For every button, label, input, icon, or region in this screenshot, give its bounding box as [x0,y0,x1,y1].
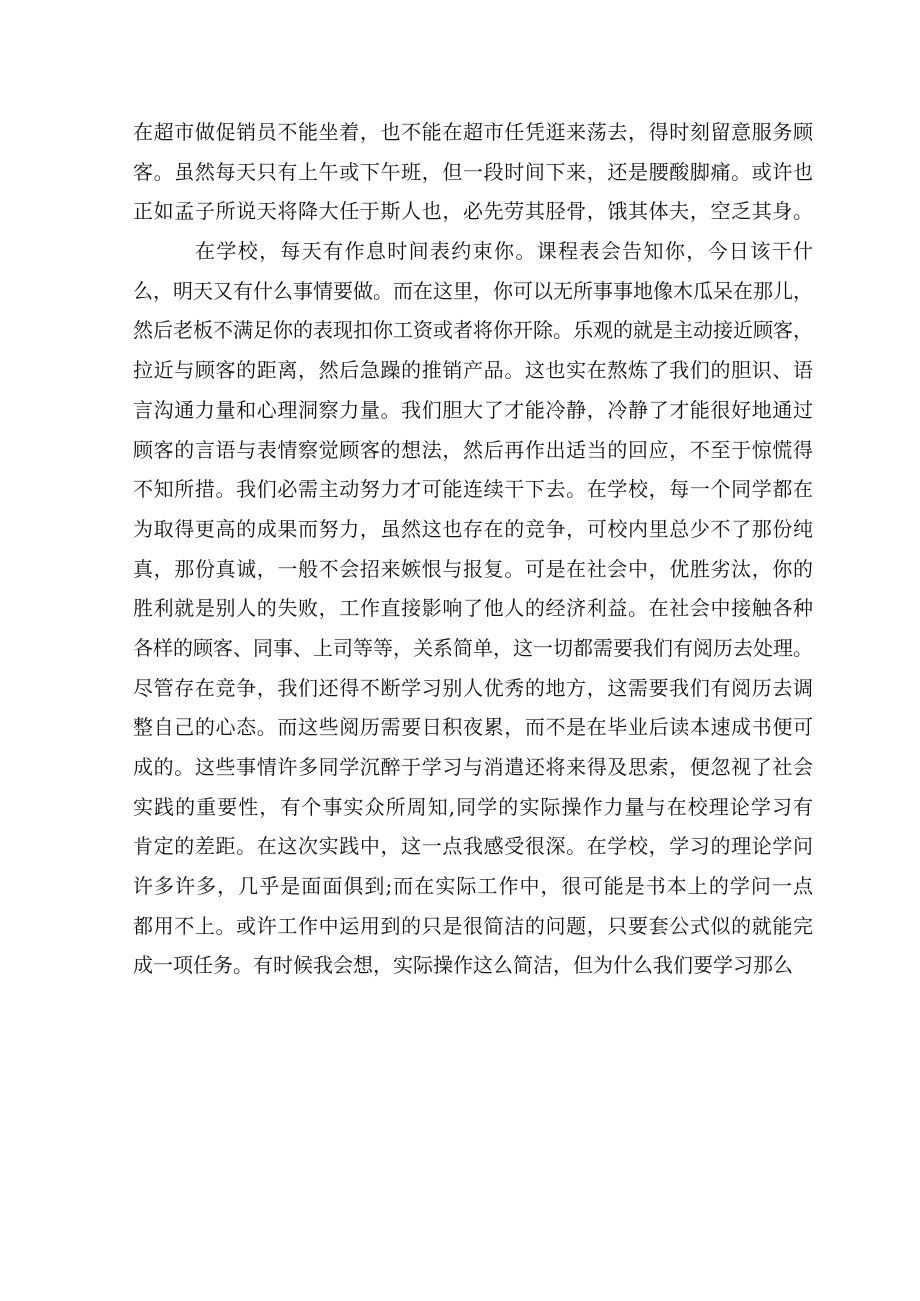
text-line: 真，那份真诚，一般不会招来嫉恨与报复。可是在社会中，优胜劣汰，你的 [133,556,813,581]
text-line: 为取得更高的成果而努力，虽然这也存在的竞争，可校内里总少不了那份纯 [133,516,813,541]
body-text [133,113,813,986]
text-line: 在超市做促销员不能坐着，也不能在超市任凭逛来荡去，得时刻留意服务顾 [133,120,813,144]
paragraph-first-line: 在学校，每天有作息时间表约束你。课程表会告知你，今日该干什 [195,239,813,264]
text-line: 肯定的差距。在这次实践中，这一点我感受很深。在学校，学习的理论学问 [133,834,813,859]
text-line: 不知所措。我们必需主动努力才可能连续干下去。在学校，每一个同学都在 [133,477,813,502]
text-line: 言沟通力量和心理洞察力量。我们胆大了才能冷静，冷静了才能很好地通过 [133,397,813,422]
text-line: 整自己的心态。而这些阅历需要日积夜累，而不是在毕业后读本速成书便可 [133,715,813,740]
text-line: 都用不上。或许工作中运用到的只是很简洁的问题，只要套公式似的就能完 [133,913,813,938]
text-line: 尽管存在竞争，我们还得不断学习别人优秀的地方，这需要我们有阅历去调 [133,675,813,700]
text-line: 各样的顾客、同事、上司等等，关系简单，这一切都需要我们有阅历去处理。 [133,635,813,660]
text-line: 实践的重要性，有个事实众所周知,同学的实际操作力量与在校理论学习有 [133,794,813,819]
text-line: 然后老板不满足你的表现扣你工资或者将你开除。乐观的就是主动接近顾客， [133,318,813,343]
text-line: 胜利就是别人的失败，工作直接影响了他人的经济利益。在社会中接触各种 [133,596,813,621]
text-line: 么，明天又有什么事情要做。而在这里，你可以无所事事地像木瓜呆在那儿， [133,278,813,303]
text-line: 客。虽然每天只有上午或下午班，但一段时间下来，还是腰酸脚痛。或许也 [133,159,813,184]
text-line: 许多许多，几乎是面面俱到;而在实际工作中，很可能是书本上的学问一点 [133,874,813,899]
text-line: 拉近与顾客的距离，然后急躁的推销产品。这也实在熬炼了我们的胆识、语 [133,358,813,383]
text-line: 顾客的言语与表情察觉顾客的想法，然后再作出适当的回应，不至于惊慌得 [133,437,813,462]
text-line: 成一项任务。有时候我会想，实际操作这么简洁，但为什么我们要学习那么 [133,953,793,978]
text-line: 正如孟子所说天将降大任于斯人也，必先劳其胫骨，饿其体夫，空乏其身。 [133,199,813,224]
text-line: 成的。这些事情许多同学沉醉于学习与消遣还将来得及思索，便忽视了社会 [133,755,813,779]
